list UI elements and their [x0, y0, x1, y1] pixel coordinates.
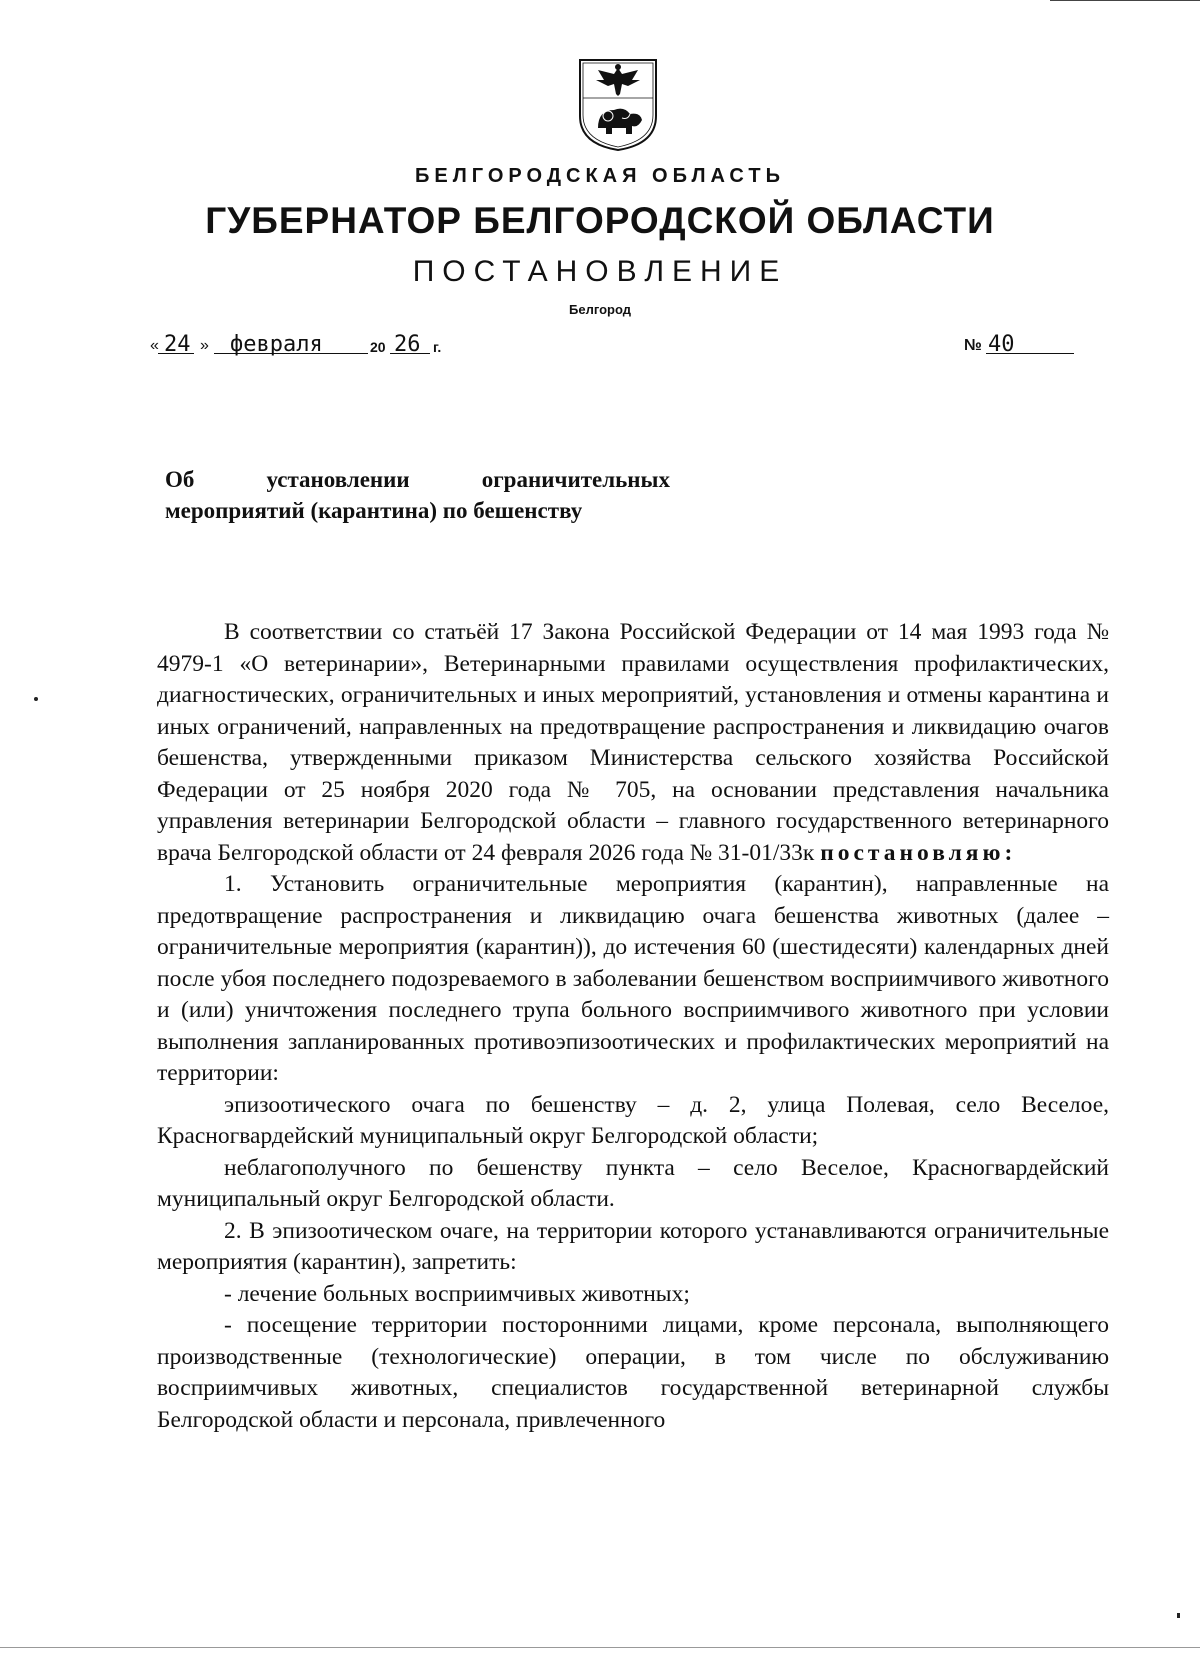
decree-word: постановляю:	[820, 839, 1017, 866]
coat-of-arms-emblem	[568, 54, 668, 154]
title-line-1	[165, 464, 670, 495]
date-day: 24	[164, 332, 191, 357]
scan-speck	[1177, 1613, 1180, 1618]
number-line	[964, 325, 1074, 355]
title-word: установлении	[266, 467, 410, 492]
date-year: 26	[394, 332, 421, 357]
date-line	[150, 325, 470, 355]
title-word: ограничительных	[481, 467, 670, 492]
paragraph-item-1: 1. Установить ограничительные мероприятия (карантин), направленные на предотвращение распространения и ликвидацию очага бешенства животных (далее – ограничительные мероприятия (карантин)), до истечения 60 (шестидесяти) календарных дней после убоя последнего подозреваемого в заболевании бешенством восприимчивого животного и (или) уничтожения последнего трупа больного восприимчивого животного при условии выполнения запланированных противоэпизоотических и профилактических мероприятий на территории:	[157, 871, 1109, 1086]
top-corner-line	[1050, 0, 1200, 1]
month-underline	[214, 353, 368, 354]
number-label: №	[964, 337, 982, 354]
preamble-text: В соответствии со статьёй 17 Закона Российской Федерации от 14 мая 1993 года № 4979-1 «О ветеринарии», Ветеринарными правилами осуществления профилактических, диагностических, ограничительных и иных мероприятий, установления и отмены карантина и иных ограничений, направленных на предотвращение распространения и ликвидацию очагов бешенства, утвержденными приказом Министерства сельского хозяйства Российской Федерации от 25 ноября 2020 года № 705, на основании представления начальника управления ветеринарии Белгородской области – главного государственного ветеринарного врача Белгородской области от 24 февраля 2026 года № 31-01/33к	[157, 619, 1109, 866]
date-close-quote: »	[200, 337, 209, 354]
date-year-suffix: г.	[433, 339, 442, 355]
title-word: Об	[165, 467, 195, 492]
title-line-2: мероприятий (карантина) по бешенству	[165, 498, 583, 523]
date-century: 20	[370, 339, 386, 355]
number-value: 40	[988, 332, 1015, 357]
paragraph-locality: неблагополучного по бешенству пункта – село Веселое, Красногвардейский муниципальный округ Белгородской области.	[157, 1154, 1109, 1212]
date-open-quote: «	[150, 337, 159, 354]
preamble-paragraph	[157, 617, 1109, 869]
document-title	[165, 464, 670, 526]
document-type-heading: ПОСТАНОВЛЕНИЕ	[412, 255, 788, 288]
paragraph-item-2: 2. В эпизоотическом очаге, на территории которого устанавливаются ограничительные мероприятия (карантин), запретить:	[157, 1217, 1109, 1275]
date-month: февраля	[230, 332, 323, 357]
paragraph-ban-visit: - посещение территории посторонними лицами, кроме персонала, выполняющего производственные (технологические) операции, в том числе по обслуживанию восприимчивых животных, специалистов государственной ветеринарной службы Белгородской области и персонала, привлеченного	[157, 1312, 1109, 1433]
governor-heading: ГУБЕРНАТОР БЕЛГОРОДСКОЙ ОБЛАСТИ	[205, 200, 995, 241]
paragraph-focus: эпизоотического очага по бешенству – д. 2, улица Полевая, село Веселое, Красногвардейский муниципальный округ Белгородской области;	[157, 1091, 1109, 1149]
document-body	[157, 617, 1109, 1436]
region-heading: БЕЛГОРОДСКАЯ ОБЛАСТЬ	[415, 165, 785, 187]
paragraph-ban-treatment: - лечение больных восприимчивых животных;	[224, 1280, 690, 1307]
day-underline	[158, 353, 194, 354]
year-underline	[390, 353, 430, 354]
city-label: Белгород	[569, 302, 631, 317]
scan-speck	[34, 697, 38, 701]
number-underline	[986, 353, 1074, 354]
bottom-edge-line	[0, 1647, 1200, 1648]
